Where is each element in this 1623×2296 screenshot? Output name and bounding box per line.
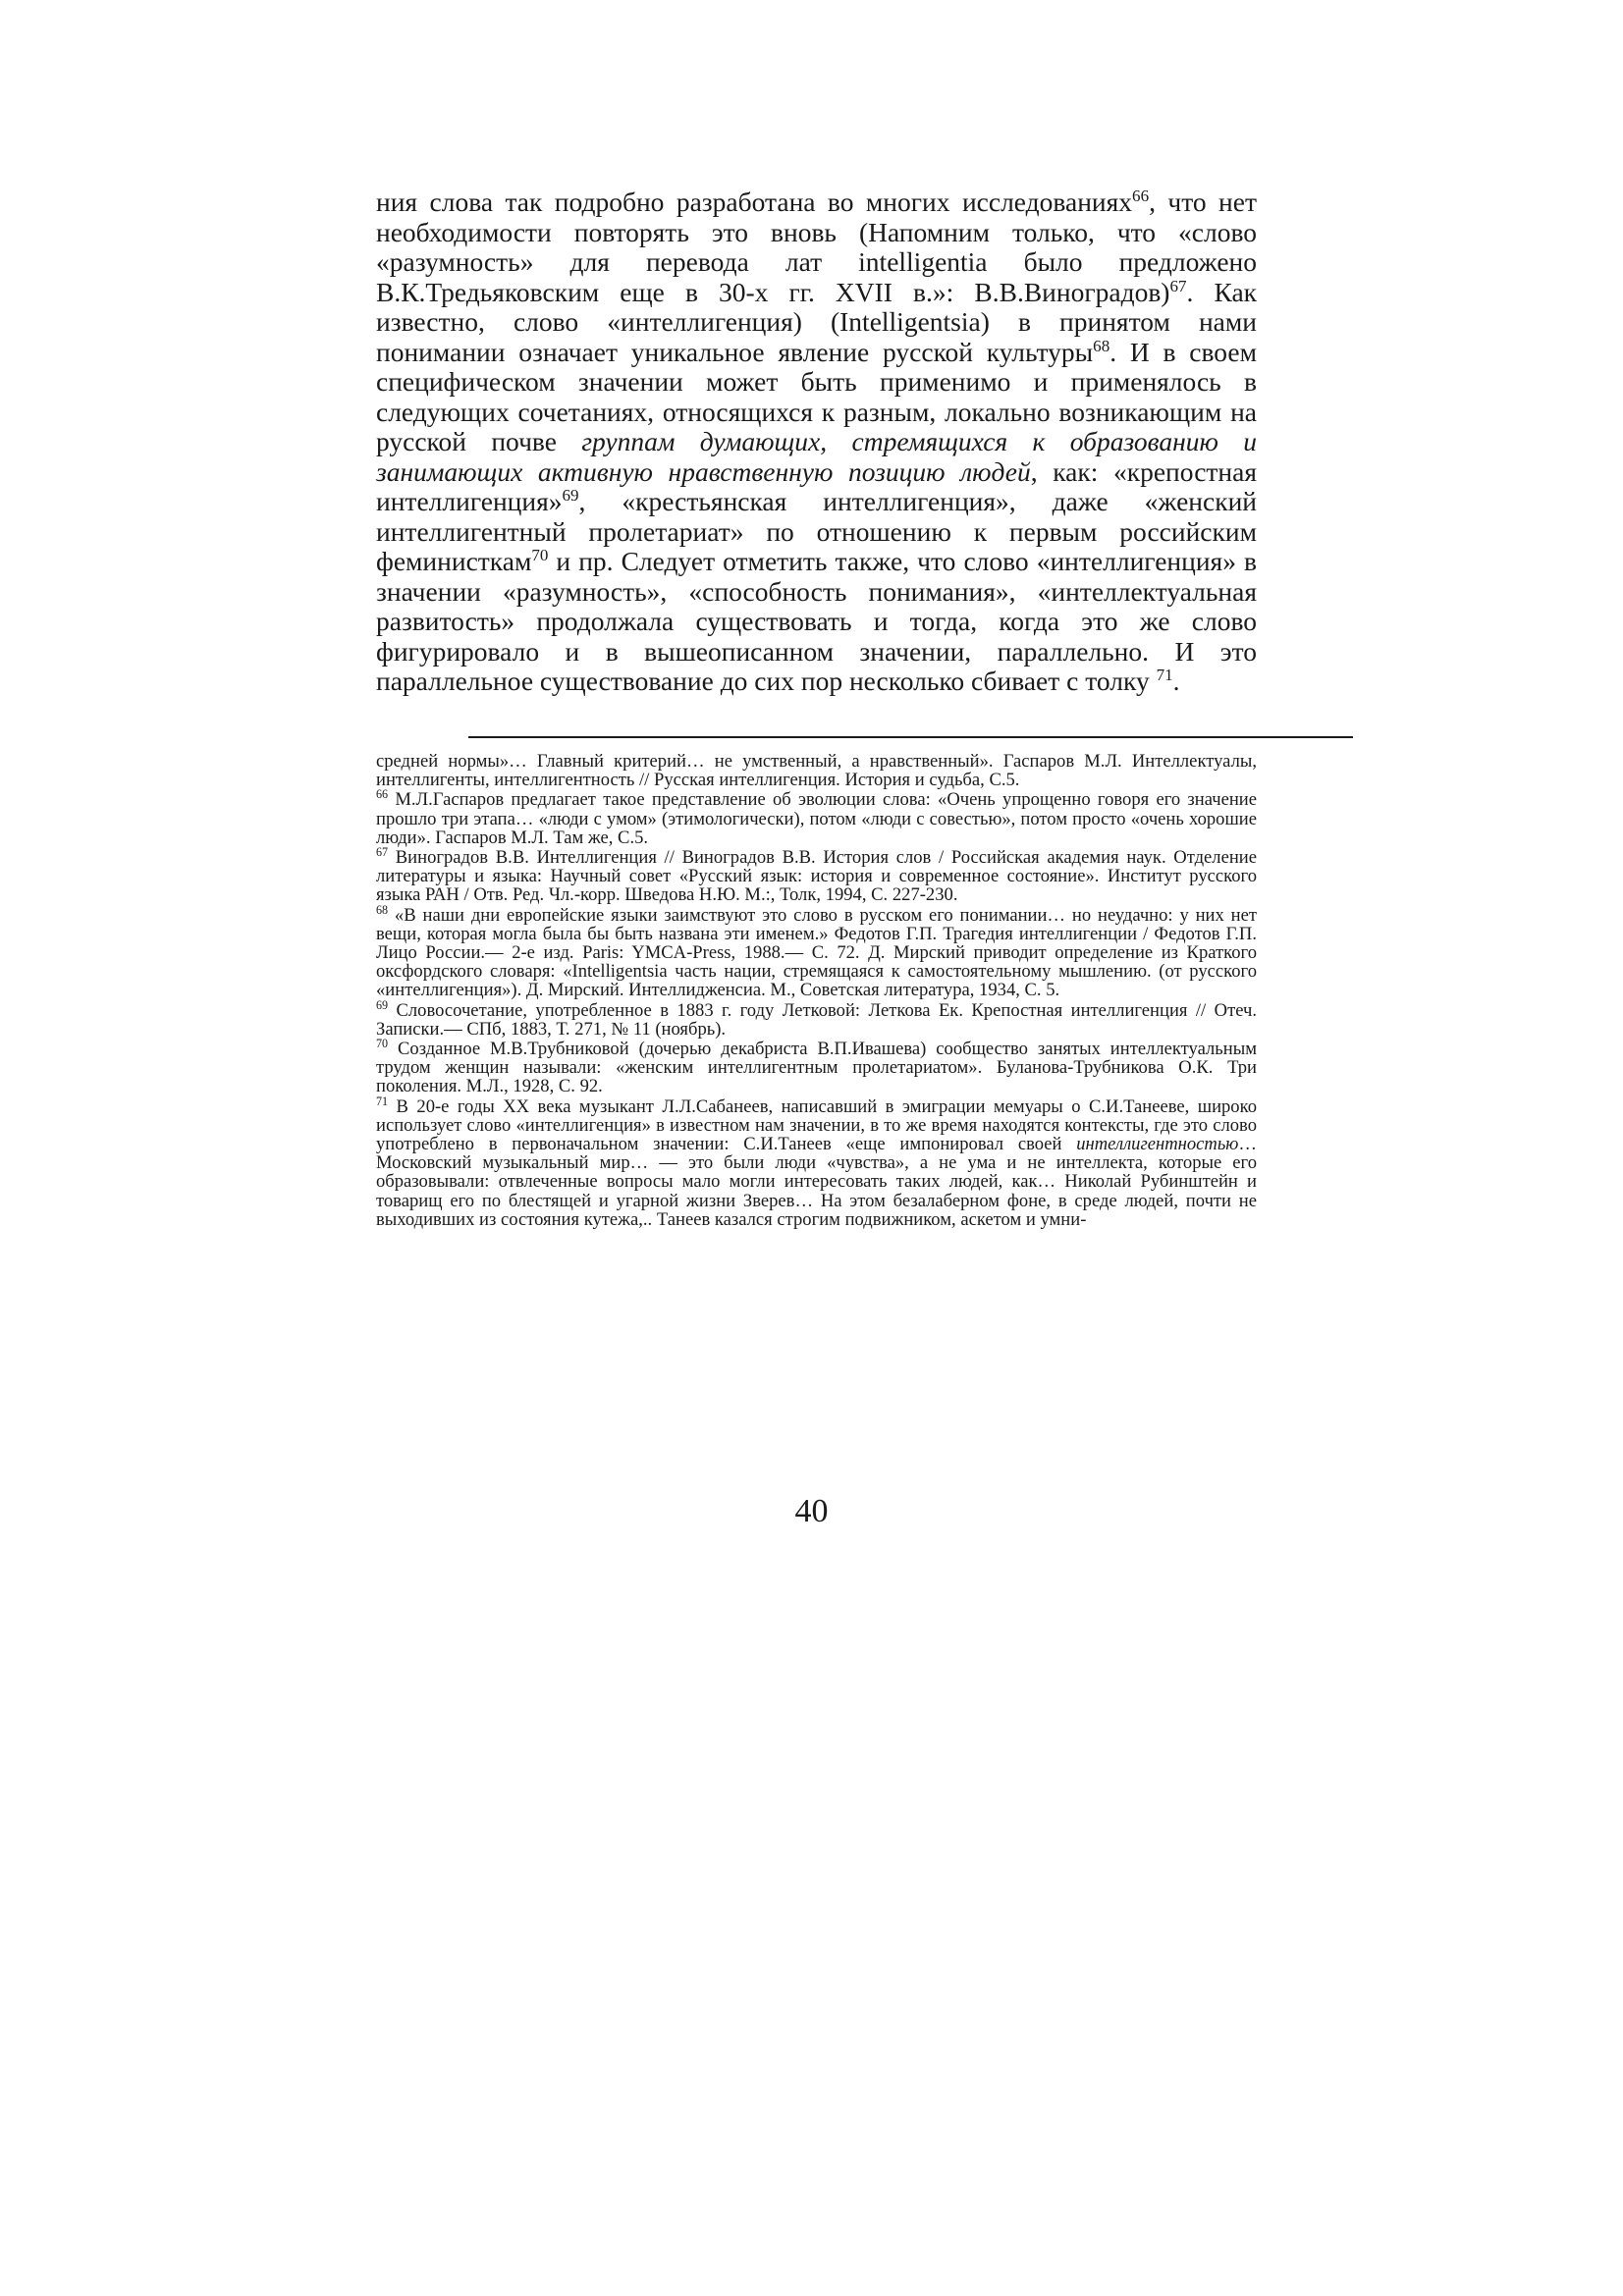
body-paragraph bbox=[376, 187, 1257, 697]
footnote-text: М.Л.Гаспаров предлагает такое представление об эволюции слова: «Очень упрощенно говоря его значение прошло три этапа… «люди с умом» (этимологически), потом «люди с совестью», потом просто «очень хорошие люди». Гаспаров М.Л. Там же, С.5. bbox=[376, 789, 1257, 848]
footnote-number: 69 bbox=[376, 997, 389, 1012]
footnote-71 bbox=[376, 1094, 1257, 1230]
footnote-text: средней нормы»… Главный критерий… не умственный, а нравственный». Гаспаров М.Л. Интеллектуалы, интеллигенты, интеллигентность // Русская интеллигенция. История и судьба, С.5. bbox=[376, 751, 1257, 791]
text-run: ния слова так подробно разработана во многих исследованиях bbox=[376, 187, 1133, 217]
footnote-text: Словосочетание, употребленное в 1883 г. году Летковой: Леткова Ек. Крепостная интеллигенция // Отеч. Записки.— СПб, 1883, Т. 271, № 11 (ноябрь). bbox=[376, 999, 1257, 1040]
footnote-66 bbox=[376, 787, 1257, 848]
footnote-69 bbox=[376, 997, 1257, 1040]
text-run: . И в своем специфическом значении может быть применимо и применялось в следующих сочетаниях, относящихся к разным, локально возникающим на русской почве bbox=[376, 336, 1257, 456]
footnote-70 bbox=[376, 1036, 1257, 1097]
text-run: и пр. Следует отметить также, что слово «интеллигенция» в значении «разумность», «способность понимания», «интеллектуальная развитость» продолжала существовать и тогда, когда это же слово фигурировало и в вышеописанном значении, параллельно. И это параллельное существование до сих пор несколько сбивает с толку bbox=[376, 546, 1257, 696]
footnote-number: 67 bbox=[376, 844, 389, 859]
text-run: , «крестьянская интеллигенция», даже «женский интеллигентный пролетариат» по отношению к первым российским феминисткам bbox=[376, 486, 1257, 576]
footnote-ref-67[interactable]: 67 bbox=[1169, 276, 1187, 295]
footnote-ref-68[interactable]: 68 bbox=[1093, 336, 1110, 355]
italic-phrase: группам думающих, стремящихся к образованию и занимающих активную нравственную позицию людей bbox=[376, 426, 1257, 487]
footnote-ref-69[interactable]: 69 bbox=[562, 485, 579, 505]
footnote-67 bbox=[376, 844, 1257, 906]
footnote-number: 71 bbox=[376, 1094, 389, 1108]
footnote-68 bbox=[376, 902, 1257, 1001]
footnote-number: 68 bbox=[376, 902, 389, 917]
footnote-separator bbox=[468, 736, 1353, 738]
body-text bbox=[376, 187, 1257, 697]
footnote-number: 70 bbox=[376, 1036, 389, 1050]
footnote-number: 66 bbox=[376, 787, 389, 802]
footnotes-section bbox=[376, 752, 1257, 1230]
text-run: . bbox=[1172, 666, 1180, 696]
text-run: , как: «крепостная интеллигенция» bbox=[376, 455, 1257, 516]
footnote-text: «В наши дни европейские языки заимствуют это слово в русском его понимании… но неудачно: у них нет вещи, которая могла была бы быть названа эти именем.» Федотов Г.П. Трагедия интеллигенции / Федотов Г.П. Лицо России.— 2-е изд. Paris: YMCA-Press, 1988.— С. 72. Д. Мирский приводит определение из Краткого оксфордского словаря: «Intelligentsia часть нации, стремящаяся к самостоятельному мышлению. (от русского «интеллигенция»). Д. Мирский. Интеллидженсиа. М., Советская литература, 1934, С. 5. bbox=[376, 904, 1257, 1001]
footnote-text: Виноградов В.В. Интеллигенция // Виноградов В.В. История слов / Российская академия наук. Отделение литературы и языка: Научный совет «Русский язык: история и современное состояние». Институт русского языка РАН / Отв. Ред. Чл.-корр. Шведова Н.Ю. М.:, Толк, 1994, С. 227-230. bbox=[376, 847, 1257, 906]
footnote-text: … Московский музыкальный мир… — это были люди «чувства», а не ума и не интеллекта, которые его образовывали: отвлеченные вопросы мало могли интересовать таких людей, как… Николай Рубинштейн и товарищ его по блестящей и угарной жизни Зверев… На этом безалаберном фоне, в среде людей, почти не выходивших из состояния кутежа,.. Танеев казался строгим подвижником, аскетом и умни- bbox=[376, 1134, 1257, 1230]
text-run: , что нет необходимости повторять это вновь (Напомним только, что «слово «разумность» для перевода лат intelligentia было предложено В.К.Тредьяковским еще в 30-х гг. XVII в.»: В.В.Виноградов) bbox=[376, 187, 1257, 307]
footnote-text: Созданное М.В.Трубниковой (дочерью декабриста В.П.Ивашева) сообщество занятых интеллектуальным трудом женщин называли: «женским интеллигентным пролетариатом». Буланова-Трубникова О.К. Три поколения. М.Л., 1928, С. 92. bbox=[376, 1039, 1257, 1097]
footnote-ref-66[interactable]: 66 bbox=[1132, 186, 1150, 205]
footnote-ref-70[interactable]: 70 bbox=[531, 545, 549, 564]
text-run: . Как известно, слово «интеллигенция) (Intelligentsia) в принятом нами понимании означает уникальное явление русской культуры bbox=[376, 276, 1258, 367]
footnote-text: В 20-е годы XX века музыкант Л.Л.Сабанеев, написавший в эмиграции мемуары о С.И.Танееве, широко использует слово «интеллигенция» в известном нам значении, в то же время находятся контексты, где это слово употреблено в первоначальном значении: С.И.Танеев «еще импонировал своей bbox=[376, 1095, 1257, 1155]
footnote-continuation bbox=[376, 752, 1257, 789]
page-number: 40 bbox=[794, 1493, 829, 1529]
footnote-ref-71[interactable]: 71 bbox=[1156, 665, 1173, 684]
italic-phrase: интеллигентностью bbox=[1076, 1134, 1239, 1155]
